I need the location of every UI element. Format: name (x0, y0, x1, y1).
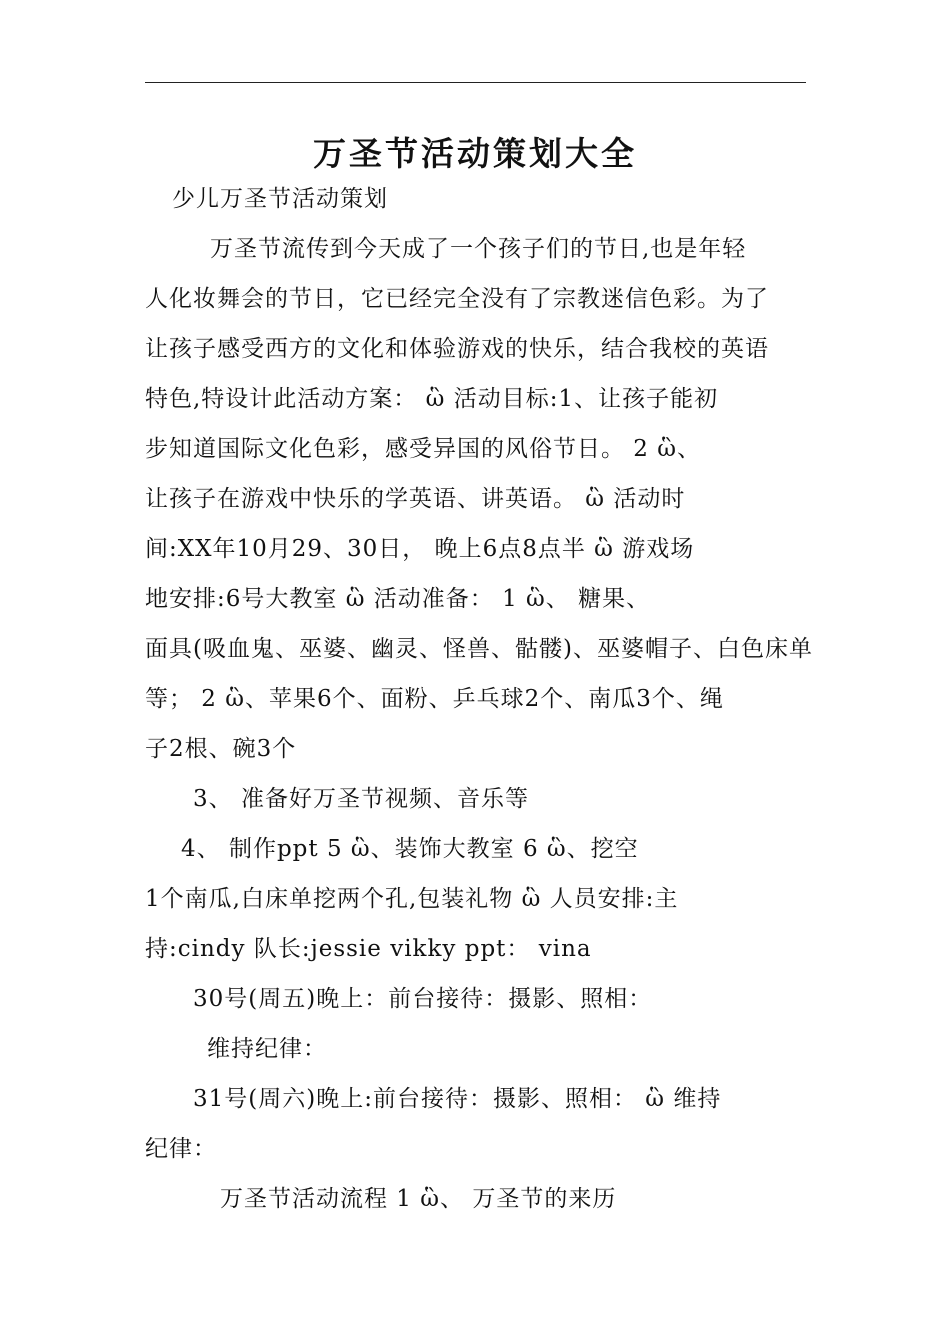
paragraph-line: 等； 2 ὣ、苹果6个、面粉、乒乓球2个、南瓜3个、绳 (145, 686, 724, 712)
list-item: 4、 制作ppt 5 ὣ、装饰大教室 6 ὣ、挖空 (181, 836, 639, 862)
paragraph-line: 纪律： (145, 1136, 217, 1162)
paragraph-line: 让孩子在游戏中快乐的学英语、讲英语。 ὣ 活动时 (145, 486, 686, 512)
paragraph-line: 特色,特设计此活动方案： ὣ 活动目标:1、让孩子能初 (145, 386, 719, 412)
paragraph-line: 地安排:6号大教室 ὣ 活动准备： 1 ὣ、 糖果、 (145, 586, 651, 612)
paragraph-line: 间:XX年10月29、30日， 晚上6点8点半 ὣ 游戏场 (145, 536, 695, 562)
header-rule (145, 82, 806, 83)
paragraph-line: 1个南瓜,白床单挖两个孔,包装礼物 ὣ 人员安排:主 (145, 886, 679, 912)
paragraph-line: 人化妆舞会的节日，它已经完全没有了宗教迷信色彩。为了 (145, 286, 769, 312)
paragraph-line: 30号(周五)晚上：前台接待：摄影、照相： (193, 986, 653, 1012)
paragraph-line: 维持纪律： (207, 1036, 327, 1062)
page-title: 万圣节活动策划大全 (313, 134, 637, 173)
paragraph-line: 万圣节流传到今天成了一个孩子们的节日,也是年轻 (210, 236, 747, 262)
paragraph-line: 持:cindy 队长:jessie vikky ppt： vina (145, 936, 592, 962)
paragraph-line: 让孩子感受西方的文化和体验游戏的快乐，结合我校的英语 (145, 336, 769, 362)
paragraph-line: 万圣节活动流程 1 ὣ、 万圣节的来历 (220, 1186, 617, 1212)
paragraph-line: 子2根、碗3个 (145, 736, 297, 762)
list-item: 3、 准备好万圣节视频、音乐等 (193, 786, 529, 812)
paragraph-line: 面具(吸血鬼、巫婆、幽灵、怪兽、骷髅)、巫婆帽子、白色床单 (145, 636, 813, 662)
paragraph-line: 步知道国际文化色彩，感受异国的风俗节日。 2 ὣ、 (145, 436, 702, 462)
subtitle: 少儿万圣节活动策划 (172, 186, 388, 212)
paragraph-line: 31号(周六)晚上:前台接待：摄影、照相： ὣ 维持 (193, 1086, 722, 1112)
